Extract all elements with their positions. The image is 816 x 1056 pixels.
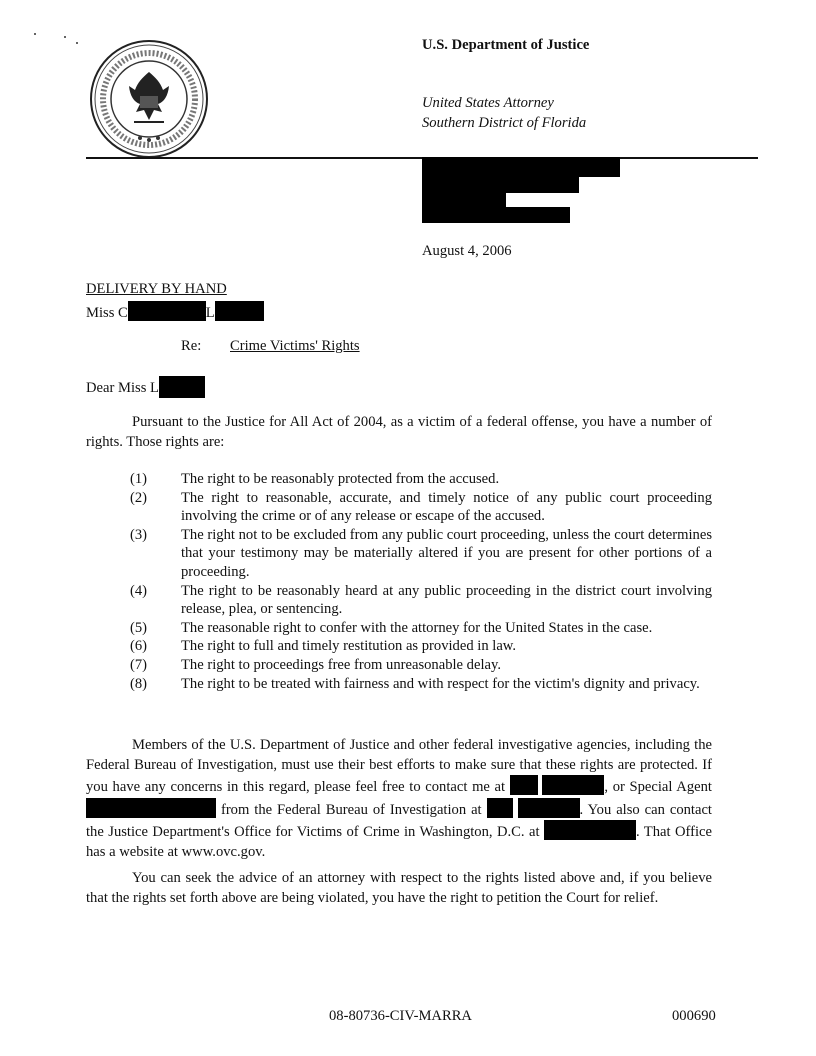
right-number: (4): [130, 582, 148, 599]
right-number: (5): [130, 619, 148, 636]
rights-list-item: [130, 619, 712, 638]
addressee-middle: L: [205, 305, 215, 321]
doj-seal-logo: [88, 38, 210, 160]
rights-list-item: [130, 656, 712, 675]
right-text: The right to proceedings free from unreasonable delay.: [181, 656, 501, 673]
case-number: 08-80736-CIV-MARRA: [329, 1008, 472, 1024]
contact-text-3: from the Federal Bureau of Investigation at: [220, 801, 482, 818]
contact-text-1: Members of the U.S. Department of Justice and other federal investigative agencies, including the Federal Bureau of Investigation, must use their best efforts to make sure that these rights are protected. If you have any concerns in this regard, please feel free to contact me at: [86, 737, 712, 796]
right-text: The reasonable right to confer with the attorney for the United States in the case.: [181, 619, 653, 636]
rights-list-item: [130, 470, 712, 489]
rights-list-item: [130, 675, 712, 694]
scan-speck: [76, 42, 78, 44]
bates-number: 000690: [672, 1008, 716, 1024]
redaction: [542, 775, 604, 795]
delivery-method: DELIVERY BY HAND: [86, 281, 227, 297]
contact-paragraph: [86, 736, 712, 863]
right-text: The right to be reasonably protected from the accused.: [181, 471, 500, 487]
scan-speck: [34, 33, 36, 35]
office-line-2: Southern District of Florida: [422, 115, 587, 131]
right-number: (7): [130, 656, 148, 673]
redaction: [159, 376, 205, 398]
right-text: The right to reasonable, accurate, and timely notice of any public court proceeding involving the crime or of any release or escape of the accused.: [181, 489, 712, 525]
redacted-address-line-4: [422, 207, 570, 223]
contact-text-2: , or Special Agent: [604, 779, 712, 796]
rights-list-item: [130, 582, 712, 619]
right-number: (2): [130, 489, 148, 506]
redaction: [487, 798, 513, 818]
rights-list: [130, 470, 712, 693]
re-label: Re:: [181, 338, 202, 354]
intro-paragraph: Pursuant to the Justice for All Act of 2004, as a victim of a federal offense, you have a number of rights. Those rights are:: [86, 414, 712, 450]
department-title: U.S. Department of Justice: [422, 37, 590, 53]
letter-date: August 4, 2006: [422, 243, 512, 259]
redaction: [544, 820, 636, 840]
right-text: The right not to be excluded from any public court proceeding, unless the court determines that your testimony may be materially altered if you are present for other portions of a proceeding.: [181, 526, 712, 580]
right-text: The right to full and timely restitution as provided in law.: [181, 638, 517, 655]
addressee: [86, 301, 264, 322]
scan-speck: [64, 36, 66, 38]
salutation: [86, 376, 205, 398]
redaction: [86, 798, 216, 818]
office-block: [422, 93, 586, 133]
right-number: (1): [130, 471, 148, 487]
right-text: The right to be reasonably heard at any public proceeding in the district court involving release, plea, or sentencing.: [181, 582, 712, 618]
right-number: (8): [130, 675, 148, 692]
office-line-1: United States Attorney: [422, 95, 554, 111]
right-number: (6): [130, 638, 148, 655]
right-text: The right to be treated with fairness and with respect for the victim's dignity and privacy.: [181, 675, 700, 692]
redaction: [128, 301, 206, 321]
contact-text-4: . You also can contact the Justice Department's Office for Victims of Crime in Washington, D.C. at: [86, 801, 712, 841]
advice-paragraph: You can seek the advice of an attorney with respect to the rights listed above and, if you believe that the rights set forth above are being violated, you have the right to petition the Court for relief.: [86, 870, 712, 906]
rights-list-item: [130, 526, 712, 582]
rights-list-item: [130, 489, 712, 526]
contact-text-5: . That Office has a website at www.ovc.gov.: [86, 824, 713, 860]
redaction: [510, 775, 538, 795]
redaction: [215, 301, 264, 321]
rights-list-item: [130, 637, 712, 656]
re-subject: Crime Victims' Rights: [230, 338, 360, 354]
addressee-prefix: Miss C: [86, 305, 128, 321]
redaction: [518, 798, 580, 818]
salutation-text: Dear Miss L: [86, 380, 159, 396]
right-number: (3): [130, 526, 148, 543]
